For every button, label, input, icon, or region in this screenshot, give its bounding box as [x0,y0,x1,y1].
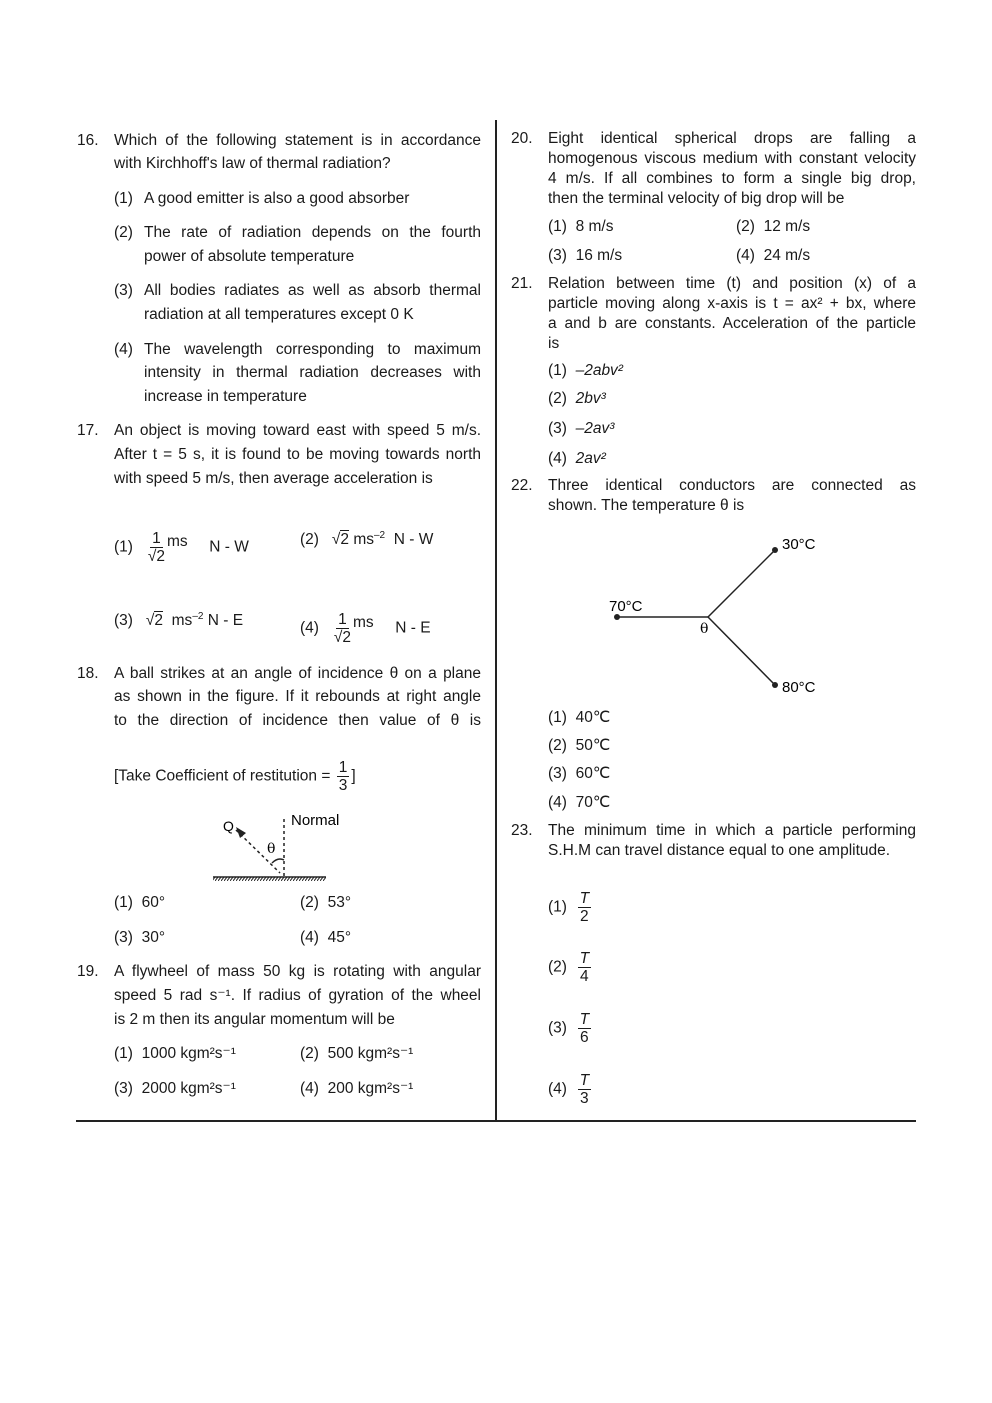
option-number: (3) [548,765,567,782]
fraction [578,890,591,925]
question-text: A flywheel of mass 50 kg is rotating with angular [114,963,481,980]
question-text: then the terminal velocity of big drop will be [548,190,845,207]
question-text: speed 5 rad s⁻¹. If radius of gyration of the wheel [114,987,481,1004]
unit: ms [353,613,374,631]
option-number: (3) [114,929,133,946]
numerator: T [579,950,590,967]
fraction [578,950,591,985]
temperature-label: 70°C [609,598,643,615]
option-4 [300,928,351,948]
question-number: 19. [77,963,99,980]
option-text: 24 m/s [763,247,811,264]
option-number: (3) [114,612,133,629]
option-text: 40℃ [575,709,611,726]
question-text: a and b are constants. Acceleration of the particle [548,315,916,332]
option-3: (3) √2 $ms^{-2}$ N - E [114,610,244,629]
option-number: (1) [114,1045,133,1062]
option-1 [548,217,613,237]
question-text: An object is moving toward east with speed 5 m/s. [114,422,481,439]
question-text: The minimum time in which a particle performing [548,822,916,839]
option-number: (2) [548,737,567,754]
question-text: with speed 5 m/s, then average acceleration is [114,470,433,487]
question-number: 16. [77,132,99,149]
option-text: increase in temperature [144,388,307,405]
question-text: with Kirchhoff's law of thermal radiation? [114,155,391,172]
theta-label: θ [700,621,709,637]
question-text: homogenous viscous medium with constant velocity [548,150,916,167]
question-text: Eight identical spherical drops are falling a [548,130,916,147]
question-number: 17. [77,422,99,439]
option-number: (2) [300,531,319,548]
radicand: 2 [340,531,350,548]
conductor-figure [600,530,830,700]
option-text: 200 kgm²s⁻¹ [327,1080,414,1097]
ground-hatching [213,877,326,881]
option-2 [548,389,606,409]
question-number: 20. [511,130,533,147]
radicand: 2 [154,612,164,629]
conductor-2 [708,550,775,617]
option-text: intensity in thermal radiation decreases with [144,364,481,381]
numerator: 1 [152,530,161,547]
option-number: (2) [548,958,567,976]
denominator: 4 [580,968,589,985]
option-text: radiation at all temperatures except 0 K [144,306,414,323]
option-number: (2) [736,218,755,235]
option-text: The rate of radiation depends on the fourth [144,224,481,241]
direction: N - E [207,612,244,629]
option-number: (4) [300,929,319,946]
question-text: as shown in the figure. If it rebounds at right angle [114,688,481,705]
option-text: 8 m/s [575,218,614,235]
numerator: 1 [338,611,347,628]
node [772,682,778,688]
option-1 [548,361,623,381]
option-3 [548,1011,593,1046]
denominator: 3 [338,777,348,794]
option-number: (4) [114,341,133,358]
option-2 [548,950,593,985]
option-text: 2000 kgm²s⁻¹ [141,1080,236,1097]
fraction [148,530,165,565]
option-4 [300,1079,413,1099]
option-text: 60℃ [575,765,611,782]
question-text: 4 m/s. If all combines to form a single big drop, [548,170,916,187]
option-number: (4) [548,794,567,811]
option-text: 50℃ [575,737,611,754]
option-text: 12 m/s [763,218,811,235]
column-divider [495,120,497,1121]
option-text: 53° [327,894,352,911]
option-text: 2bv³ [575,390,606,407]
option-1 [114,530,249,565]
option-text: 500 kgm²s⁻¹ [327,1045,414,1062]
fraction [578,1011,591,1046]
option-number: (2) [548,390,567,407]
option-text: The wavelength corresponding to maximum [144,341,481,358]
option-2: (2) √2 $ms^{-2}$ N - W [300,529,434,548]
exponent: –2 [192,610,204,622]
question-number: 18. [77,665,99,682]
option-number: (4) [548,450,567,467]
question-text: Which of the following statement is in accordance [114,132,481,149]
question-number: 21. [511,275,533,292]
option-number: (2) [114,224,133,241]
option-number: (1) [548,898,567,916]
option-number: (2) [300,894,319,911]
option-1 [114,1044,236,1064]
option-number: (1) [548,709,567,726]
option-number: (3) [548,420,567,437]
temperature-label: 80°C [782,679,816,696]
option-text: All bodies radiates as well as absorb thermal [144,282,481,299]
exponent: –2 [374,529,386,541]
direction: N - W [209,538,249,556]
option-number: (4) [548,1080,567,1098]
question-text: After t = 5 s, it is found to be moving towards north [114,446,481,463]
option-2 [548,736,610,756]
option-number: (1) [114,538,133,556]
option-number: (4) [736,247,755,264]
option-number: (3) [548,1019,567,1037]
numerator: 1 [338,759,348,776]
option-1 [548,890,593,925]
option-4 [300,611,431,646]
option-number: (4) [300,1080,319,1097]
fraction [337,759,350,794]
question-text: particle moving along x-axis is t = ax² + bx, where [548,295,916,312]
incidence-figure [200,805,340,890]
numerator: T [579,1072,590,1089]
numerator: T [579,1011,590,1028]
denominator: 2 [580,908,589,925]
option-1 [114,893,165,913]
question-text: Relation between time (t) and position (x) of a [548,275,916,292]
option-4 [548,1072,593,1107]
temperature-label: 30°C [782,536,816,553]
option-number: (1) [548,218,567,235]
option-number: (1) [114,894,133,911]
option-3 [114,928,165,948]
option-1 [548,708,610,728]
option-text: –2av³ [575,420,615,437]
denominator: √2 [333,629,352,646]
question-text: is [548,335,560,352]
bracket: ] [351,767,356,785]
option-text: 45° [327,929,352,946]
question-text: is 2 m then its angular momentum will be [114,1011,395,1028]
denominator: √2 [147,548,166,565]
option-text: 70℃ [575,794,611,811]
option-text: 1000 kgm²s⁻¹ [141,1045,236,1062]
theta-label: θ [267,841,276,857]
node [772,547,778,553]
option-3 [548,246,622,266]
conductor-3 [708,617,775,685]
direction: N - E [395,619,431,637]
option-number: (3) [548,247,567,264]
question-text: Three identical conductors are connected as [548,477,916,494]
question-number: 22. [511,477,533,494]
question-text: shown. The temperature θ is [548,497,745,514]
point-label: Q [223,818,234,834]
question-text: S.H.M can travel distance equal to one amplitude. [548,842,891,859]
question-text: A ball strikes at an angle of incidence θ on a plane [114,665,481,682]
option-number: (2) [300,1045,319,1062]
option-text: 2av² [575,450,606,467]
option-text: 30° [141,929,166,946]
option-4 [548,793,610,813]
option-2 [300,1044,413,1064]
unit: ms [167,532,188,550]
option-text: A good emitter is also a good absorber [144,190,410,207]
question-number: 23. [511,822,533,839]
option-3 [548,764,610,784]
unit: ms [171,612,193,629]
option-number: (1) [548,362,567,379]
normal-label: Normal [291,812,340,829]
footer-rule [76,1120,916,1122]
option-4 [548,449,606,469]
fraction [334,611,351,646]
option-text: 60° [141,894,166,911]
note-text: [Take Coefficient of restitution = [114,767,331,785]
option-text: power of absolute temperature [144,248,355,265]
question-text: to the direction of incidence then value of θ is [114,712,481,729]
option-number: (4) [300,619,319,637]
numerator: T [579,890,590,907]
restitution-note [114,759,356,794]
option-4 [736,246,810,266]
direction: N - W [393,531,434,548]
option-text: –2abv² [575,362,623,379]
fraction [578,1072,591,1107]
option-2 [736,217,810,237]
option-number: (3) [114,282,133,299]
angle-arc [272,859,284,863]
option-number: (3) [114,1080,133,1097]
denominator: 3 [580,1090,589,1107]
option-3 [114,1079,236,1099]
option-text: 16 m/s [575,247,623,264]
option-3 [548,419,614,439]
option-2 [300,893,351,913]
unit: ms [353,531,374,548]
option-number: (1) [114,190,133,207]
denominator: 6 [580,1029,589,1046]
